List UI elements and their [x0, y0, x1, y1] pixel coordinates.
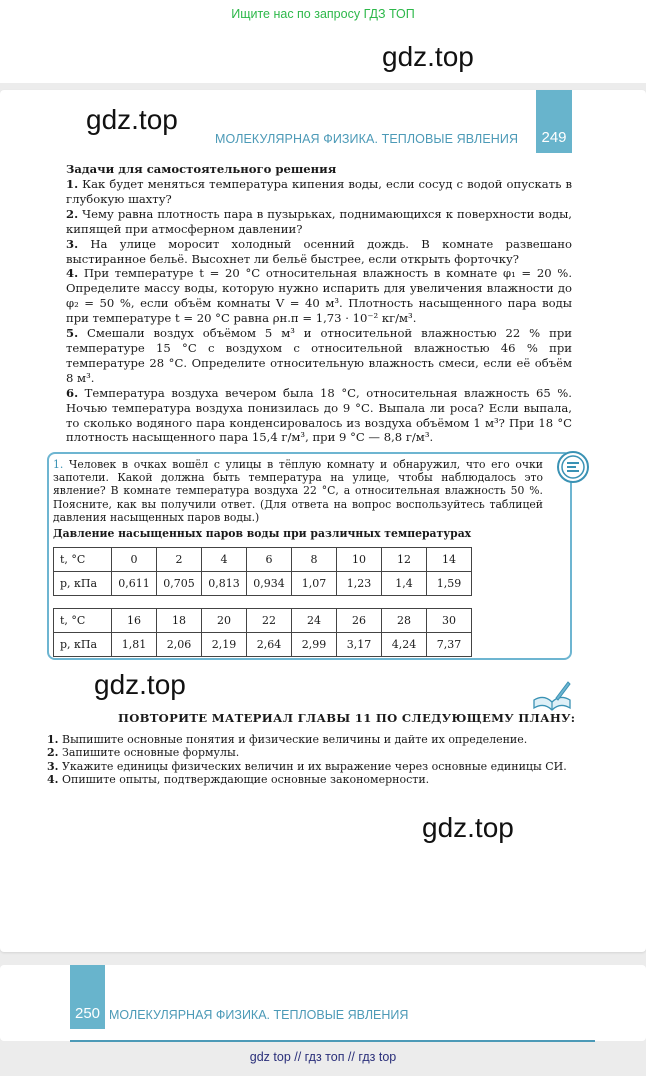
task-badge-icon — [556, 450, 590, 484]
table-cell: 0,934 — [247, 572, 292, 596]
table-cell: 16 — [112, 609, 157, 633]
table-row — [54, 609, 472, 633]
table-cell: 10 — [337, 548, 382, 572]
running-header: МОЛЕКУЛЯРНАЯ ФИЗИКА. ТЕПЛОВЫЕ ЯВЛЕНИЯ — [215, 132, 519, 146]
table-cell: 4,24 — [382, 633, 427, 657]
top-search-link[interactable]: Ищите нас по запросу ГДЗ ТОП — [231, 7, 415, 21]
bottom-links[interactable]: gdz top // гдз топ // гдз top — [249, 1050, 397, 1064]
watermark: gdz.top — [94, 669, 186, 700]
table-cell: 22 — [247, 609, 292, 633]
table-cell: 0,705 — [157, 572, 202, 596]
table-cell: 14 — [427, 548, 472, 572]
table-row — [54, 548, 472, 572]
list-item: 2. Запишите основные формулы. — [47, 746, 240, 760]
table-cell: t, °С — [54, 548, 112, 572]
table-cell: 1,4 — [382, 572, 427, 596]
table-cell: 1,81 — [112, 633, 157, 657]
task-text: 1. Человек в очках вошёл с улицы в тёплую комнату и обнаружил, что его очки запотели. Какой должна быть температура на улице, чтобы наблюдалось это явление? В комнате температура воздуха 22 °С, а относительная влажность 50 %. Поясните, как вы получили ответ. (Для ответа на вопрос воспользуйтесь таблицей давления насыщенных паров воды.) — [53, 458, 543, 524]
problem-item: 6. Температура воздуха вечером была 18 °С, относительная влажность 65 %. Ночью температура воздуха понизилась до 9 °С. Выпала ли роса? Если выпала, то сколько водяного пара конденсировалось из воздуха объёмом 1 м³? При 18 °С плотность насыщенного пара 15,4 г/м³, при 9 °С — 8,8 г/м³. — [66, 385, 572, 445]
footer-rule — [70, 1040, 595, 1042]
page-number: 249 — [541, 129, 567, 146]
table-cell: 30 — [427, 609, 472, 633]
table-cell: 2,19 — [202, 633, 247, 657]
table-cell: 2 — [157, 548, 202, 572]
table-row — [54, 633, 472, 657]
pressure-table-1 — [53, 547, 472, 596]
table-cell: 2,99 — [292, 633, 337, 657]
problem-item: 3. На улице моросит холодный осенний дождь. В комнате развешано выстиранное бельё. Высохнет ли бельё быстрее, если открыть форточку? — [66, 236, 572, 266]
table-cell: 24 — [292, 609, 337, 633]
table-cell: 26 — [337, 609, 382, 633]
table-cell: 8 — [292, 548, 337, 572]
table-cell: 12 — [382, 548, 427, 572]
table-cell: t, °С — [54, 609, 112, 633]
list-item: 4. Опишите опыты, подтверждающие основные закономерности. — [47, 772, 430, 786]
table-cell: 2,64 — [247, 633, 292, 657]
table-cell: 4 — [202, 548, 247, 572]
table-cell: 0,813 — [202, 572, 247, 596]
table-cell: 0 — [112, 548, 157, 572]
table-row — [54, 572, 472, 596]
repeat-list — [47, 733, 587, 786]
problem-item: 4. При температуре t = 20 °С относительная влажность в комнате φ₁ = 20 %. Определите массу воды, которую нужно испарить для увеличения влажности до φ₂ = 50 %, если объём комнаты V = 40 м³. Плотность насыщенного пара воды при температуре t = 20 °С равна ρн.п = 1,73 · 10⁻² кг/м³. — [66, 266, 572, 326]
problem-item: 2. Чему равна плотность пара в пузырьках, поднимающихся к поверхности воды, кипящей при атмосферном давлении? — [66, 206, 572, 236]
table-title: Давление насыщенных паров воды при различных температурах — [53, 527, 472, 540]
table-cell: 2,06 — [157, 633, 202, 657]
watermark: gdz.top — [422, 812, 514, 843]
table-cell: 28 — [382, 609, 427, 633]
table-cell: 20 — [202, 609, 247, 633]
footer-running-header: МОЛЕКУЛЯРНАЯ ФИЗИКА. ТЕПЛОВЫЕ ЯВЛЕНИЯ — [109, 1008, 409, 1022]
watermark: gdz.top — [86, 104, 178, 135]
table-cell: p, кПа — [54, 572, 112, 596]
table-cell: 18 — [157, 609, 202, 633]
table-cell: 0,611 — [112, 572, 157, 596]
footer-page-number: 250 — [74, 1005, 101, 1022]
problems-list — [66, 177, 572, 445]
list-item: 3. Укажите единицы физических величин и их выражение через основные единицы СИ. — [47, 759, 567, 773]
problem-item: 5. Смешали воздух объёмом 5 м³ и относительной влажностью 22 % при температуре 15 °С с воздухом с относительной влажностью 46 % при температуре 28 °С. Определите относительную влажность смеси, если её объём 8 м³. — [66, 326, 572, 385]
table-cell: 1,59 — [427, 572, 472, 596]
table-cell: 6 — [247, 548, 292, 572]
pressure-table-2 — [53, 608, 472, 657]
open-book-icon — [530, 678, 574, 714]
table-cell: 1,23 — [337, 572, 382, 596]
watermark: gdz.top — [382, 41, 474, 72]
problem-item: 1. Как будет меняться температура кипения воды, если сосуд с водой опускать в глубокую шахту? — [66, 177, 572, 206]
table-cell: 7,37 — [427, 633, 472, 657]
repeat-title: ПОВТОРИТЕ МАТЕРИАЛ ГЛАВЫ 11 ПО СЛЕДУЮЩЕМУ ПЛАНУ: — [118, 711, 576, 725]
table-cell: 3,17 — [337, 633, 382, 657]
problems-title: Задачи для самостоятельного решения — [66, 162, 337, 176]
list-item: 1. Выпишите основные понятия и физические величины и дайте их определение. — [47, 733, 528, 746]
table-cell: p, кПа — [54, 633, 112, 657]
table-cell: 1,07 — [292, 572, 337, 596]
